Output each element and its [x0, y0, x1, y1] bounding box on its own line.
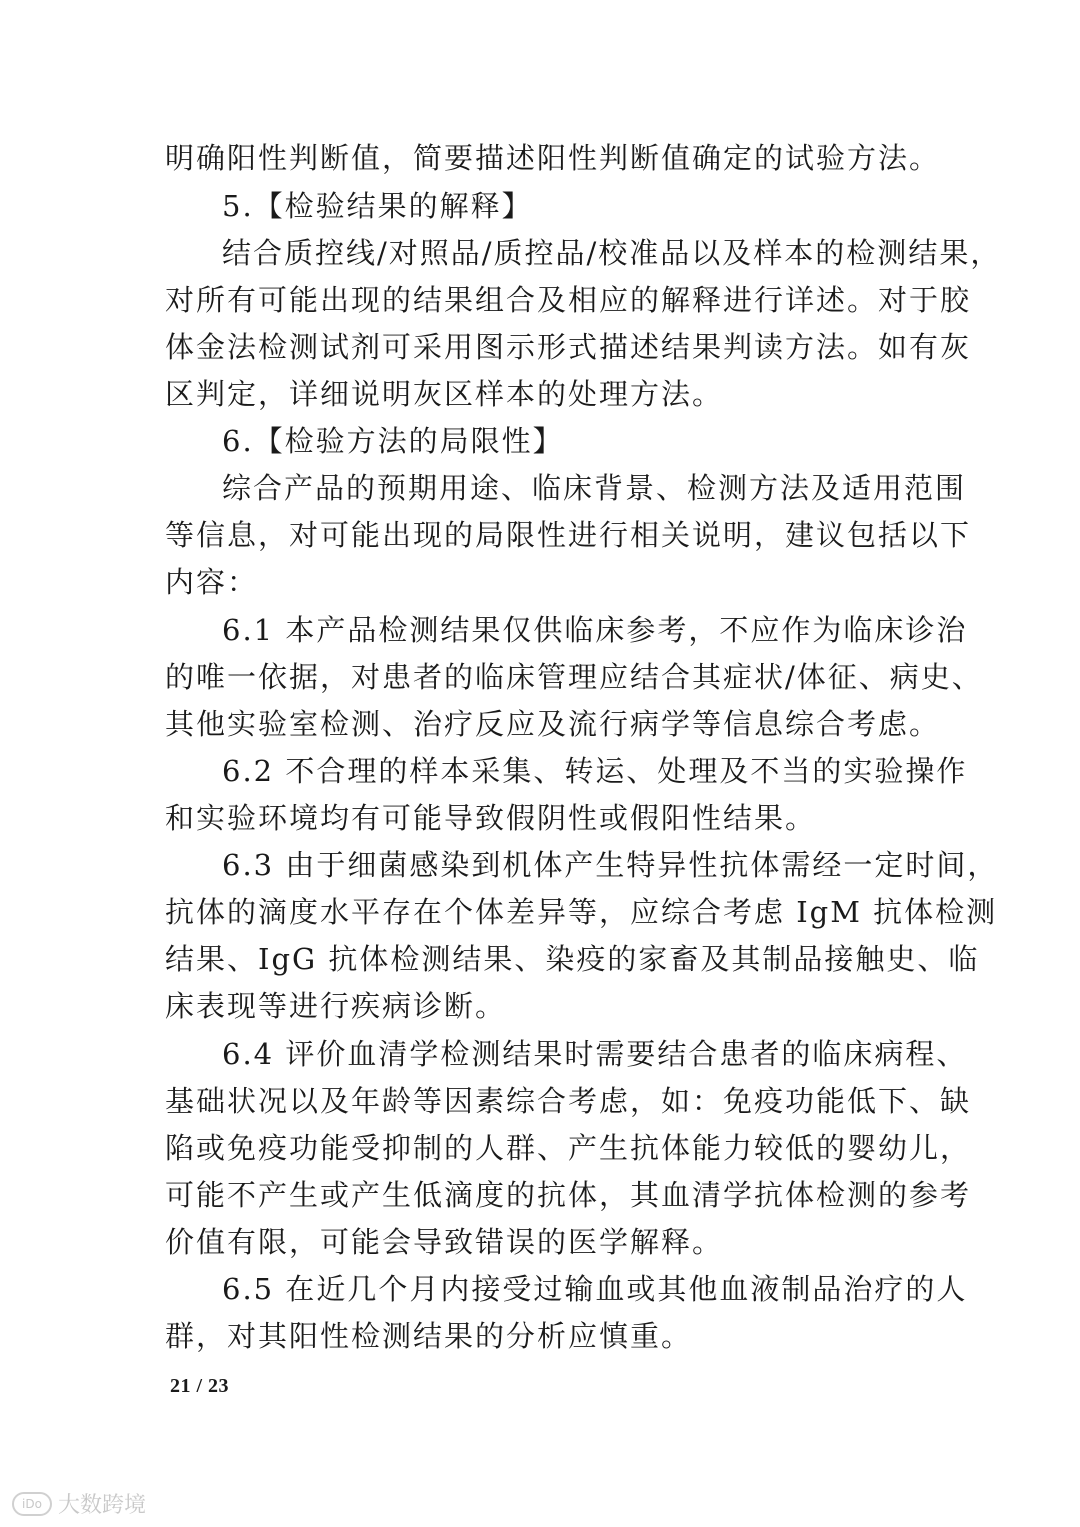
text-line: 和实验环境均有可能导致假阴性或假阳性结果。	[165, 801, 817, 835]
text-line: 综合产品的预期用途、临床背景、检测方法及适用范围	[222, 471, 967, 505]
text-line: 价值有限，可能会导致错误的医学解释。	[165, 1225, 724, 1259]
text-line: 6.5 在近几个月内接受过输血或其他血液制品治疗的人	[222, 1272, 968, 1306]
text-line: 体金法检测试剂可采用图示形式描述结果判读方法。如有灰	[165, 330, 972, 364]
page-number: 21 / 23	[170, 1375, 230, 1397]
text-line: 6.2 不合理的样本采集、转运、处理及不当的实验操作	[222, 754, 968, 788]
text-line: 区判定，详细说明灰区样本的处理方法。	[165, 377, 724, 411]
text-line: 6.4 评价血清学检测结果时需要结合患者的临床病程、	[222, 1037, 968, 1071]
text-line: 陷或免疫功能受抑制的人群、产生抗体能力较低的婴幼儿，	[165, 1131, 972, 1165]
text-line: 6.1 本产品检测结果仅供临床参考，不应作为临床诊治	[222, 613, 968, 647]
text-line: 等信息，对可能出现的局限性进行相关说明，建议包括以下	[165, 518, 972, 552]
text-line: 结合质控线/对照品/质控品/校准品以及样本的检测结果，	[222, 236, 1002, 270]
text-line: 6.3 由于细菌感染到机体产生特异性抗体需经一定时间，	[222, 848, 999, 882]
section-heading: 5.【检验结果的解释】	[222, 189, 533, 223]
watermark	[12, 1488, 146, 1519]
text-line: 内容：	[165, 565, 259, 599]
text-line: 可能不产生或产生低滴度的抗体，其血清学抗体检测的参考	[165, 1178, 972, 1212]
text-line: 结果、IgG 抗体检测结果、染疫的家畜及其制品接触史、临	[165, 942, 980, 976]
text-line: 对所有可能出现的结果组合及相应的解释进行详述。对于胶	[165, 283, 972, 317]
text-line: 群，对其阳性检测结果的分析应慎重。	[165, 1319, 693, 1353]
text-line: 基础状况以及年龄等因素综合考虑，如：免疫功能低下、缺	[165, 1084, 972, 1118]
text-line: 其他实验室检测、治疗反应及流行病学等信息综合考虑。	[165, 707, 941, 741]
text-line: 床表现等进行疾病诊断。	[165, 989, 507, 1023]
watermark-text: 大数跨境	[58, 1493, 147, 1518]
text-line: 明确阳性判断值，简要描述阳性判断值确定的试验方法。	[165, 141, 941, 175]
section-heading: 6.【检验方法的局限性】	[222, 424, 564, 458]
text-line: 的唯一依据，对患者的临床管理应结合其症状/体征、病史、	[165, 660, 983, 694]
watermark-logo: iDo	[12, 1492, 52, 1516]
text-line: 抗体的滴度水平存在个体差异等，应综合考虑 IgM 抗体检测	[165, 895, 998, 929]
